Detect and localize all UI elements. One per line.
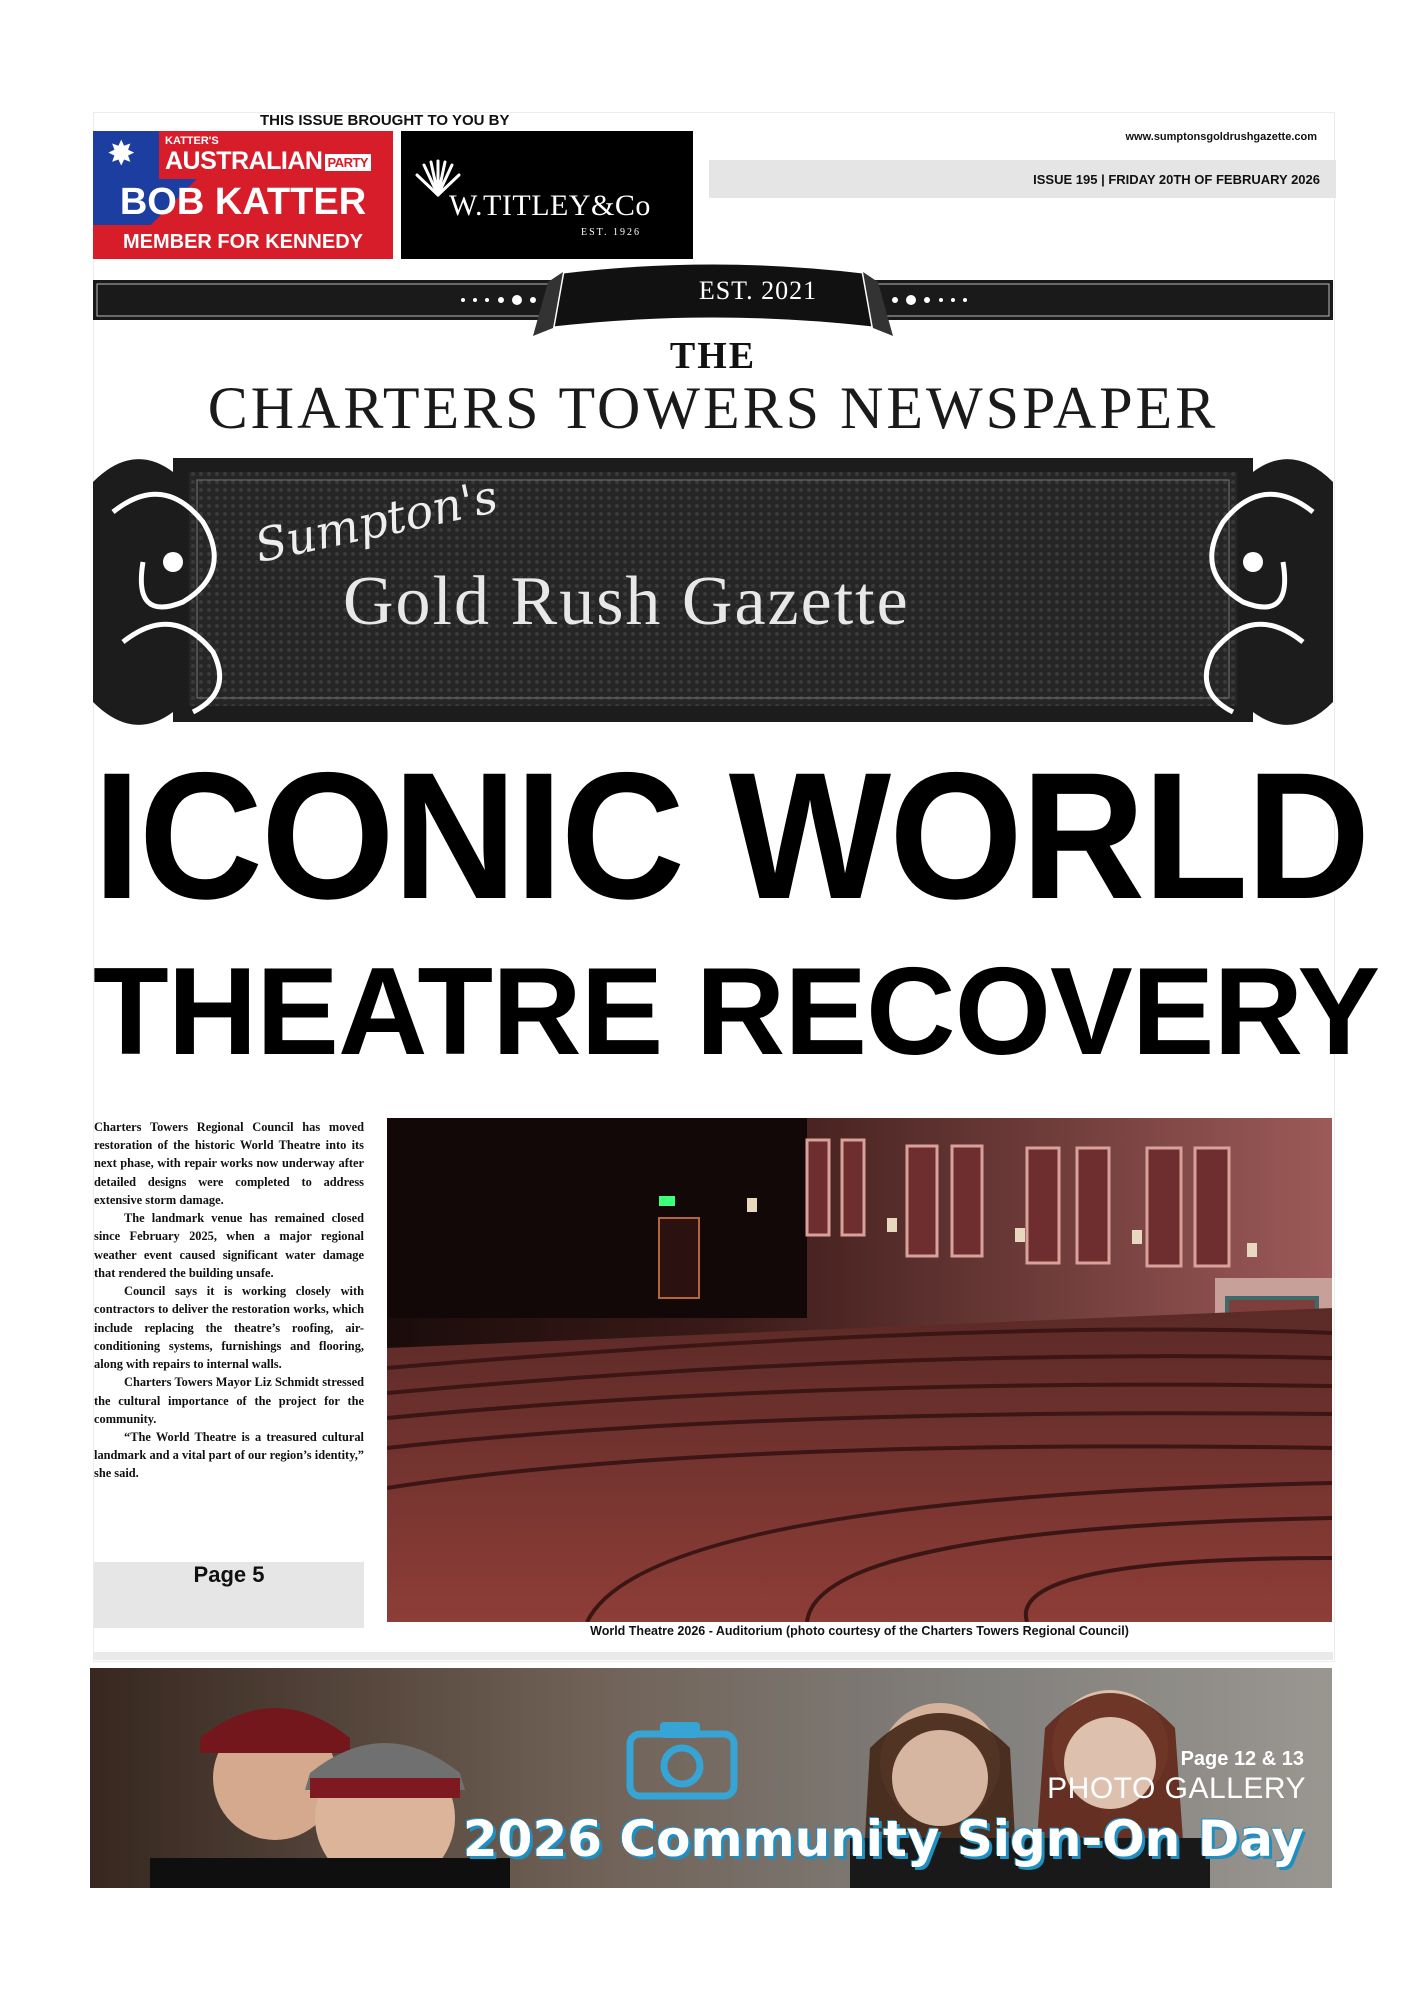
theatre-photo-illustration bbox=[387, 1118, 1332, 1622]
promo-title: 2026 Community Sign-On Day bbox=[462, 1810, 1304, 1868]
article-body bbox=[94, 1118, 364, 1483]
issue-bar bbox=[709, 160, 1336, 198]
sponsor-line: THIS ISSUE BROUGHT TO YOU BY bbox=[260, 112, 510, 129]
article-paragraph: Council says it is working closely with contractors to deliver the restoration works, which include replacing the theatre’s roofing, air-conditioning systems, furnishings and flooring, along with repairs to internal walls. bbox=[94, 1284, 364, 1372]
issue-text: ISSUE 195 | FRIDAY 20TH OF FEBRUARY 2026 bbox=[1033, 172, 1320, 187]
article-paragraph: “The World Theatre is a treasured cultural landmark and a vital part of our region’s identity,” she said. bbox=[94, 1429, 364, 1481]
masthead-the: THE bbox=[669, 335, 757, 377]
katter-member: MEMBER FOR KENNEDY bbox=[93, 225, 393, 259]
masthead-gazette: Gold Rush Gazette bbox=[343, 563, 910, 640]
katter-small-label: KATTER'S bbox=[165, 135, 219, 147]
website-link[interactable]: www.sumptonsgoldrushgazette.com bbox=[1125, 131, 1317, 143]
est-label: EST. 2021 bbox=[698, 276, 818, 305]
katter-party-label bbox=[165, 147, 371, 176]
masthead bbox=[93, 262, 1333, 742]
headline-line-1: ICONIC WORLD bbox=[93, 735, 1369, 937]
theatre-photo bbox=[387, 1118, 1332, 1622]
section-divider bbox=[93, 1652, 1333, 1660]
headline-line-2: THEATRE RECOVERY bbox=[93, 943, 1380, 1081]
titley-ad[interactable] bbox=[401, 131, 693, 259]
page-5-link[interactable]: Page 5 bbox=[94, 1562, 364, 1628]
article-paragraph: Charters Towers Regional Council has moved restoration of the historic World Theatre into its next phase, with repair works now underway after detailed designs were completed to address extensive storm damage. bbox=[94, 1120, 364, 1207]
masthead-paper-name: CHARTERS TOWERS NEWSPAPER bbox=[207, 375, 1219, 441]
katter-party-tag: PARTY bbox=[325, 154, 372, 171]
promo-gallery-label: PHOTO GALLERY bbox=[1047, 1772, 1306, 1805]
katter-ad[interactable] bbox=[93, 131, 393, 259]
masthead-script: Sumpton's bbox=[250, 468, 503, 574]
promo-page-ref: Page 12 & 13 bbox=[1180, 1748, 1304, 1770]
katter-top-band bbox=[93, 131, 393, 179]
article-paragraph: Charters Towers Mayor Liz Schmidt stressed the cultural importance of the project for the community. bbox=[94, 1375, 364, 1426]
titley-name: W.TITLEY&Co bbox=[449, 189, 651, 222]
photo-caption: World Theatre 2026 - Auditorium (photo courtesy of the Charters Towers Regional Council) bbox=[590, 1624, 1129, 1638]
article-paragraph: The landmark venue has remained closed since February 2025, when a major regional weather event caused significant water damage that rendered the building unsafe. bbox=[94, 1211, 364, 1280]
photo-gallery-promo[interactable] bbox=[90, 1668, 1332, 1888]
star-icon: ✸ bbox=[107, 135, 136, 173]
titley-est: EST. 1926 bbox=[581, 227, 642, 238]
katter-party-name: AUSTRALIAN bbox=[165, 147, 323, 175]
katter-name: BOB KATTER bbox=[93, 179, 393, 225]
